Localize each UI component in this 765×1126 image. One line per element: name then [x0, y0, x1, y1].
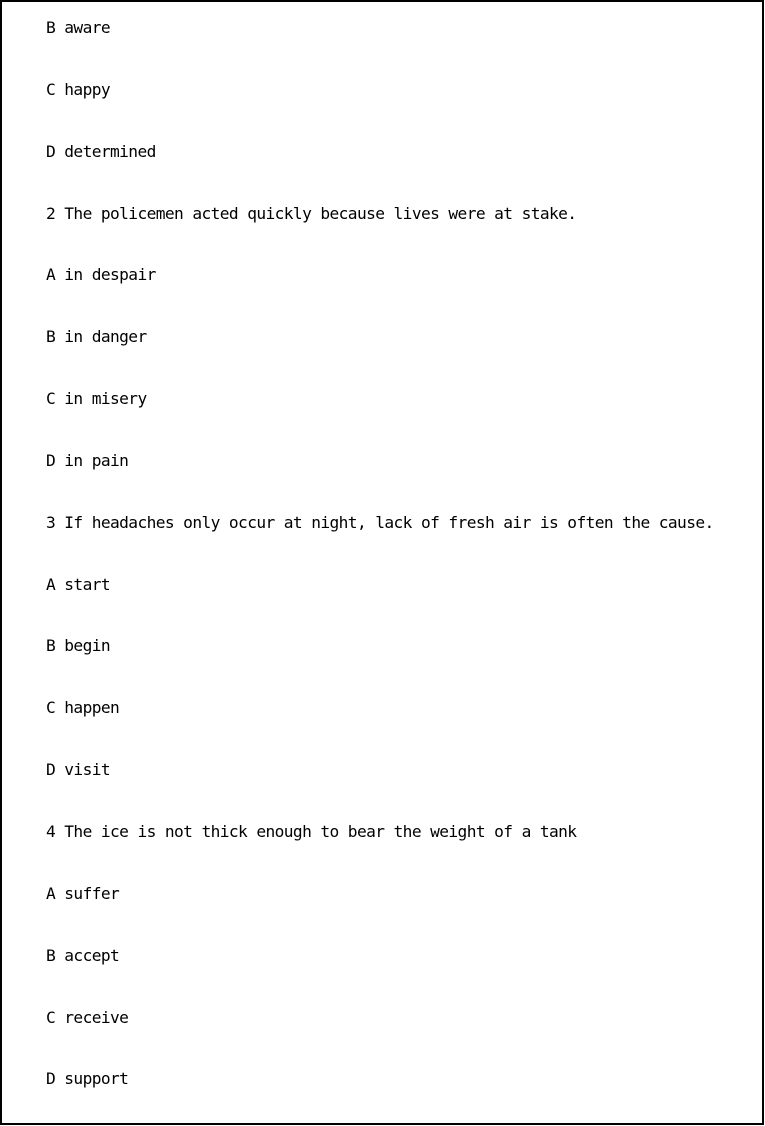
- option-c-happy: C happy: [46, 79, 111, 99]
- option-c-happen: C happen: [46, 698, 120, 718]
- option-d-determined: D determined: [46, 141, 156, 161]
- question-4: 4 The ice is not thick enough to bear the weight of a tank: [46, 821, 577, 841]
- option-d-in-pain: D in pain: [46, 450, 129, 470]
- question-2: 2 The policemen acted quickly because lives were at stake.: [46, 203, 577, 223]
- option-a-suffer: A suffer: [46, 883, 120, 903]
- option-a-in-despair: A in despair: [46, 265, 156, 285]
- question-list: [46, 18, 762, 1125]
- option-b-begin: B begin: [46, 636, 111, 656]
- option-d-visit: D visit: [46, 760, 111, 780]
- option-d-support: D support: [46, 1069, 129, 1089]
- option-b-in-danger: B in danger: [46, 327, 147, 347]
- option-a-start: A start: [46, 574, 111, 594]
- option-c-in-misery: C in misery: [46, 389, 147, 409]
- option-b-aware: B aware: [46, 18, 111, 37]
- option-b-accept: B accept: [46, 945, 120, 965]
- option-c-receive: C receive: [46, 1007, 129, 1027]
- question-3: 3 If headaches only occur at night, lack of fresh air is often the cause.: [46, 512, 714, 532]
